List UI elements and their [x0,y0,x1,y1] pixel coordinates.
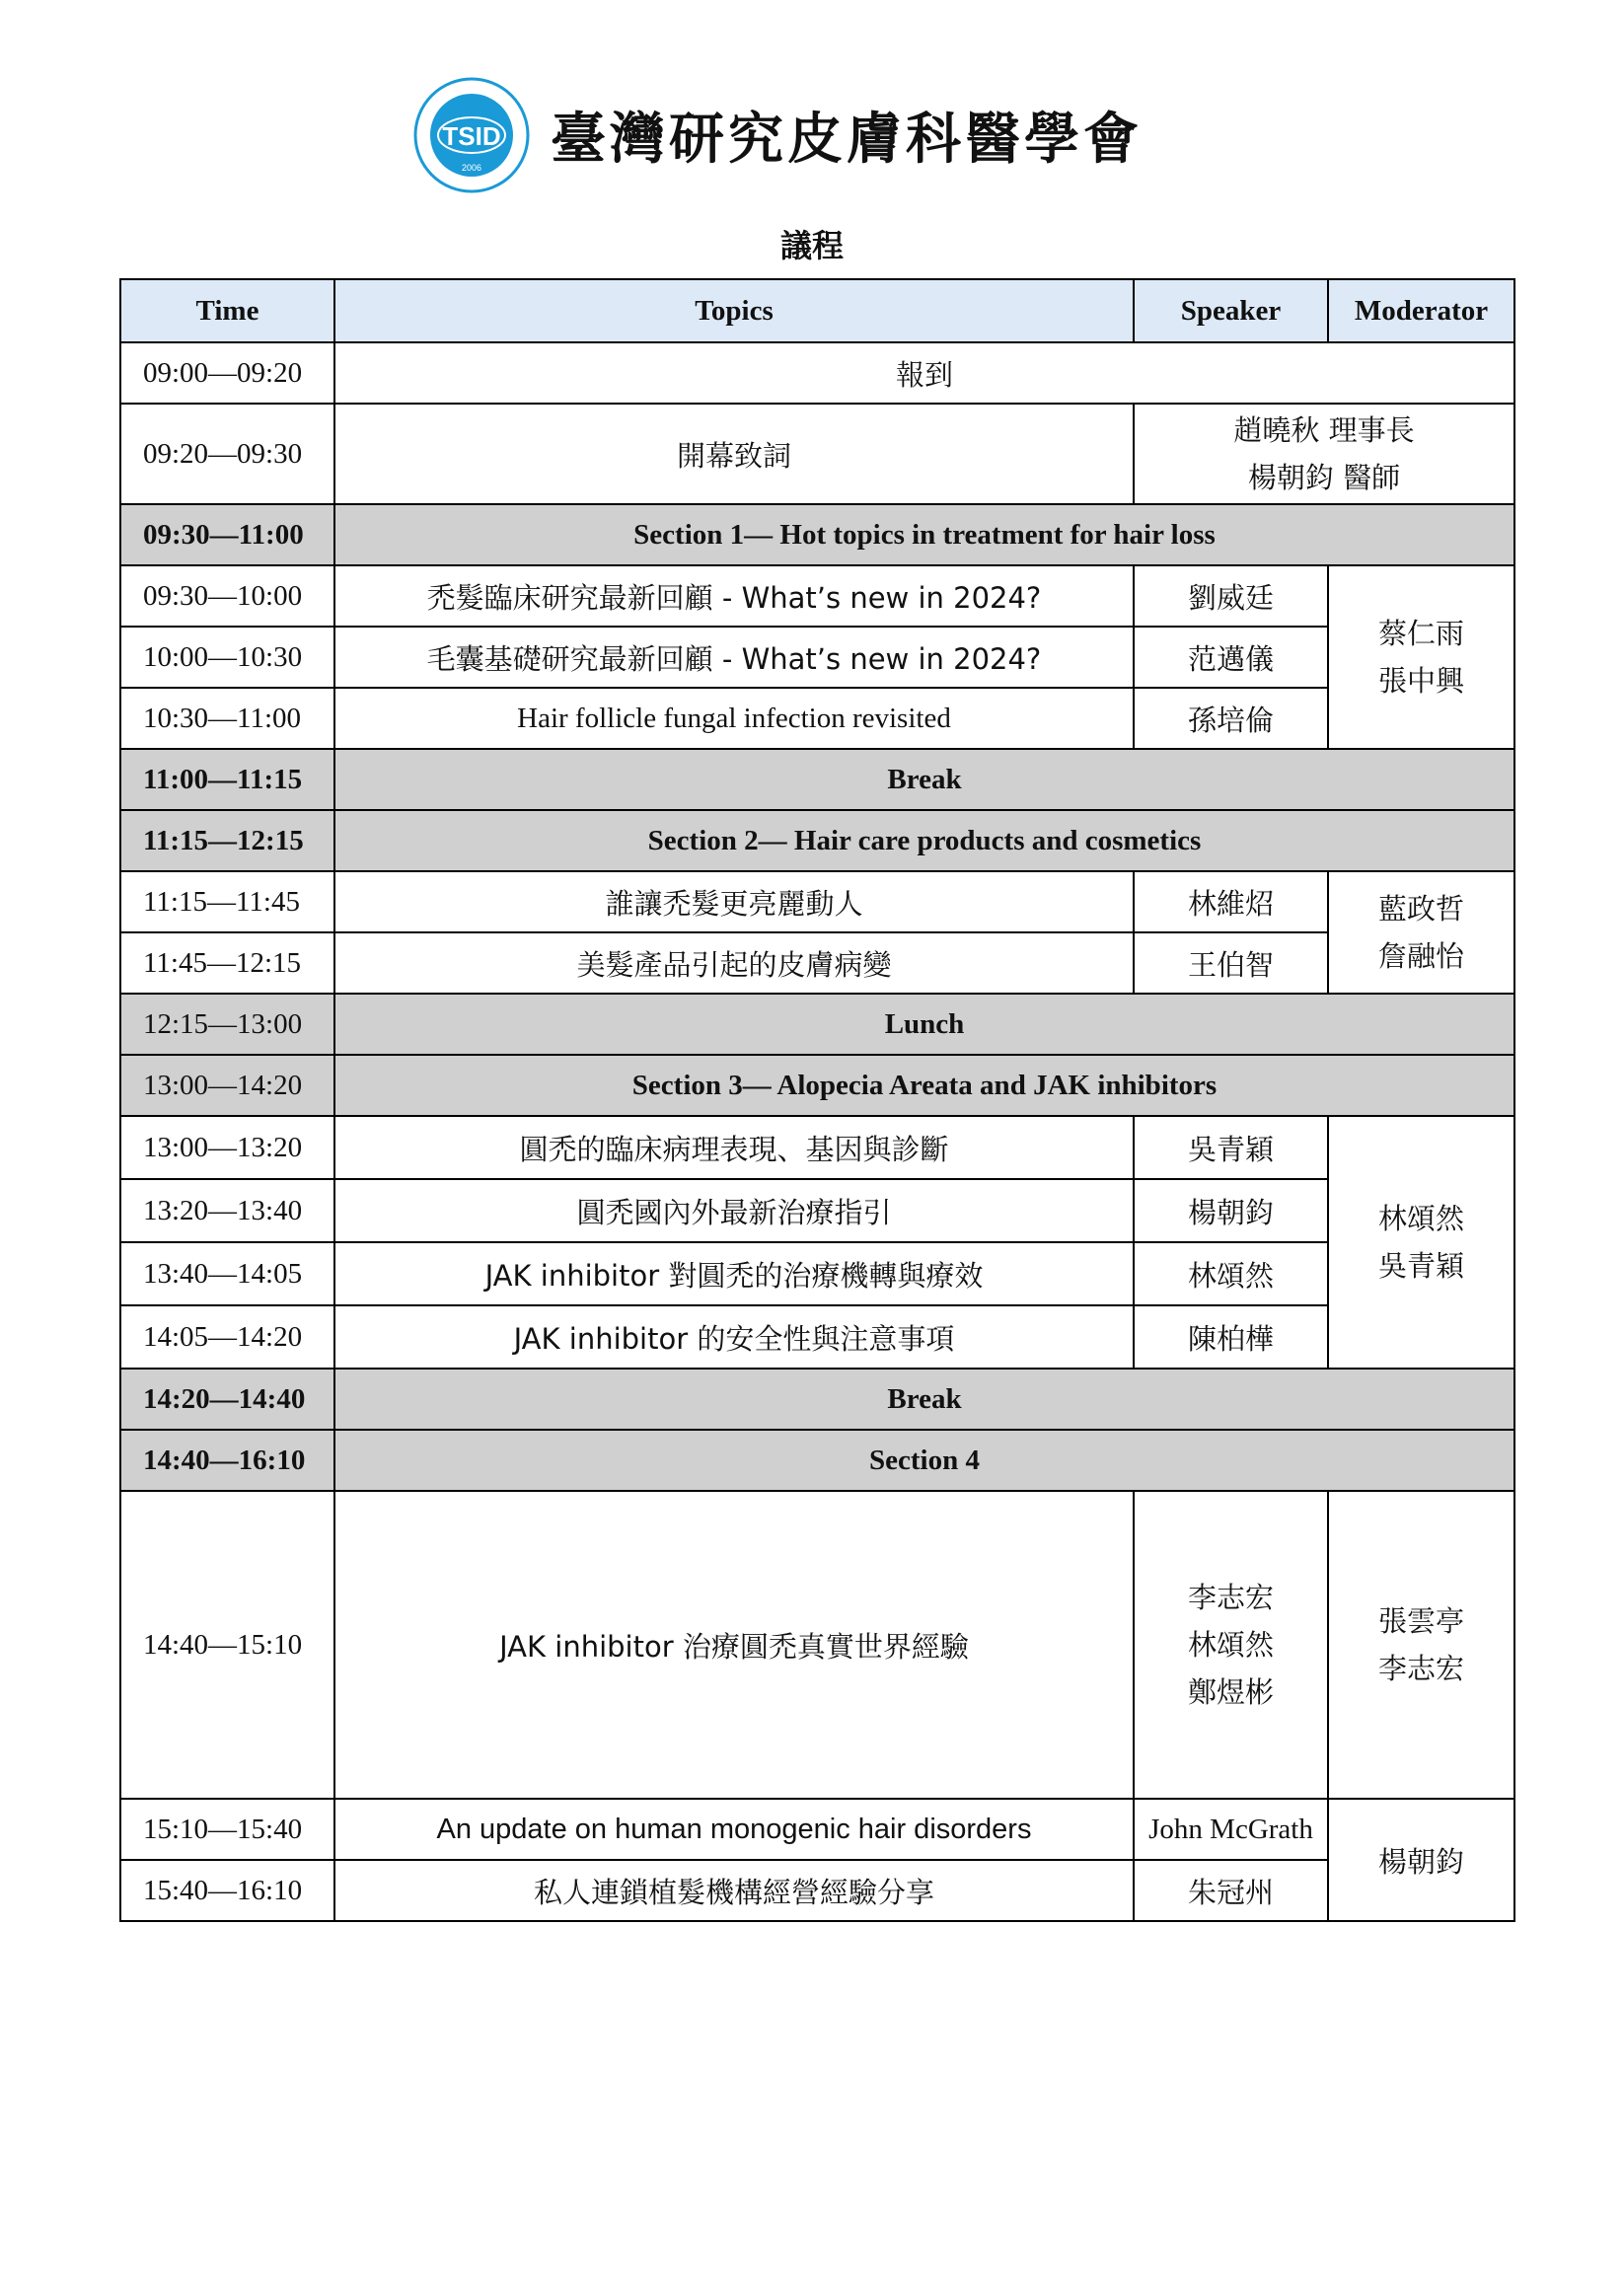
section-title: Section 3— Alopecia Areata and JAK inhibitors [334,1055,1514,1116]
speaker-name: 林頌然 [1187,1628,1274,1662]
table-row [120,871,1514,932]
moderator-name: 詹融怡 [1377,939,1464,973]
speaker-cell [1134,1491,1328,1799]
table-row [120,688,1514,749]
speaker-name: 鄭煜彬 [1187,1675,1274,1709]
logo-text: TSID [442,121,501,151]
table-row [120,404,1514,504]
lunch-row [120,994,1514,1055]
topic-cell: 禿髮臨床研究最新回顧 - What’s new in 2024? [334,565,1134,627]
time-cell: 11:15—11:45 [120,871,334,932]
speaker-name: 楊朝鈞 醫師 [1247,461,1401,494]
section-row [120,1430,1514,1491]
speaker-cell: John McGrath [1134,1799,1328,1860]
time-cell: 11:45—12:15 [120,932,334,994]
break-title: Break [334,749,1514,810]
section-title: Section 4 [334,1430,1514,1491]
moderator-name: 吳青穎 [1377,1249,1464,1283]
speaker-cell: 朱冠州 [1134,1860,1328,1921]
time-cell: 14:20—14:40 [120,1369,334,1430]
speaker-cell: 王伯智 [1134,932,1328,994]
section-row [120,1055,1514,1116]
time-cell: 11:00—11:15 [120,749,334,810]
topic-cell: 開幕致詞 [334,404,1134,504]
topic-cell: JAK inhibitor 對圓禿的治療機轉與療效 [334,1242,1134,1305]
time-cell: 09:30—10:00 [120,565,334,627]
column-header-topics: Topics [334,279,1134,342]
break-row [120,749,1514,810]
time-cell: 14:40—15:10 [120,1491,334,1799]
speaker-cell: 范邁儀 [1134,627,1328,688]
section-row [120,810,1514,871]
organization-name: 臺灣研究皮膚科醫學會 [551,107,1143,172]
time-cell: 14:05—14:20 [120,1305,334,1369]
speaker-name: 趙曉秋 理事長 [1233,413,1415,447]
time-cell: 13:00—13:20 [120,1116,334,1179]
moderator-cell [1328,871,1514,994]
topic-cell: JAK inhibitor 治療圓禿真實世界經驗 [334,1491,1134,1799]
time-cell: 09:20—09:30 [120,404,334,504]
table-row [120,1491,1514,1799]
column-header-speaker: Speaker [1134,279,1328,342]
moderator-cell [1328,1116,1514,1369]
moderator-cell: 楊朝鈞 [1328,1799,1514,1921]
table-row [120,1860,1514,1921]
moderator-name: 蔡仁雨 [1377,617,1464,650]
topic-cell: Hair follicle fungal infection revisited [334,688,1134,749]
table-row [120,1179,1514,1242]
speaker-cell: 劉威廷 [1134,565,1328,627]
table-row [120,565,1514,627]
speaker-cell: 陳柏樺 [1134,1305,1328,1369]
topic-cell: 圓禿的臨床病理表現、基因與診斷 [334,1116,1134,1179]
time-cell: 15:40—16:10 [120,1860,334,1921]
topic-cell: 美髮產品引起的皮膚病變 [334,932,1134,994]
speaker-cell: 楊朝鈞 [1134,1179,1328,1242]
speaker-cell [1134,404,1514,504]
table-row [120,932,1514,994]
moderator-name: 張雲亭 [1377,1604,1464,1638]
topic-cell: 圓禿國內外最新治療指引 [334,1179,1134,1242]
tsid-logo [412,76,531,194]
topic-cell: 毛囊基礎研究最新回顧 - What’s new in 2024? [334,627,1134,688]
time-cell: 13:20—13:40 [120,1179,334,1242]
time-cell: 12:15—13:00 [120,994,334,1055]
table-row [120,1305,1514,1369]
topic-cell: 私人連鎖植髮機構經營經驗分享 [334,1860,1134,1921]
topic-cell: 報到 [334,342,1514,404]
moderator-name: 李志宏 [1377,1652,1464,1685]
time-cell: 13:00—14:20 [120,1055,334,1116]
section-title: Section 2— Hair care products and cosmetics [334,810,1514,871]
section-title: Section 1— Hot topics in treatment for hair loss [334,504,1514,565]
speaker-cell: 孫培倫 [1134,688,1328,749]
page-header [412,71,1143,199]
table-row [120,627,1514,688]
column-header-time: Time [120,279,334,342]
topic-cell: JAK inhibitor 的安全性與注意事項 [334,1305,1134,1369]
time-cell: 15:10—15:40 [120,1799,334,1860]
break-row [120,1369,1514,1430]
table-row [120,1242,1514,1305]
table-row [120,1116,1514,1179]
column-header-moderator: Moderator [1328,279,1514,342]
moderator-cell [1328,565,1514,749]
time-cell: 09:30—11:00 [120,504,334,565]
logo-year: 2006 [461,163,482,173]
table-row [120,1799,1514,1860]
speaker-name: 李志宏 [1187,1581,1274,1614]
time-cell: 10:00—10:30 [120,627,334,688]
speaker-cell: 吳青穎 [1134,1116,1328,1179]
topic-cell: An update on human monogenic hair disorders [334,1799,1134,1860]
moderator-name: 林頌然 [1377,1202,1464,1235]
section-row [120,504,1514,565]
table-header-row [120,279,1514,342]
moderator-cell [1328,1491,1514,1799]
time-cell: 09:00—09:20 [120,342,334,404]
speaker-cell: 林頌然 [1134,1242,1328,1305]
time-cell: 14:40—16:10 [120,1430,334,1491]
break-title: Break [334,1369,1514,1430]
table-row [120,342,1514,404]
speaker-cell: 林維炤 [1134,871,1328,932]
moderator-name: 張中興 [1377,664,1464,698]
agenda-table [119,278,1515,1922]
time-cell: 10:30—11:00 [120,688,334,749]
topic-cell: 誰讓禿髮更亮麗動人 [334,871,1134,932]
moderator-name: 藍政哲 [1377,892,1464,926]
time-cell: 11:15—12:15 [120,810,334,871]
agenda-title: 議程 [779,227,844,264]
time-cell: 13:40—14:05 [120,1242,334,1305]
lunch-title: Lunch [334,994,1514,1055]
